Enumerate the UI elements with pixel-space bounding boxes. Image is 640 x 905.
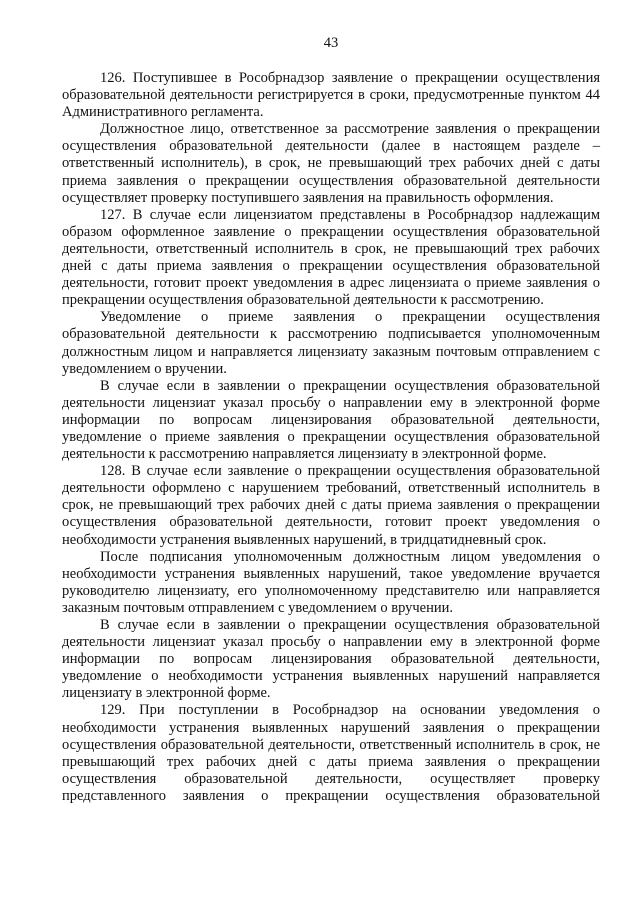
paragraph-violation-notice-delivery: После подписания уполномоченным должностным лицом уведомления о необходимости устранения выявленных нарушений, такое уведомление вручается руководителю лицензиату, его уполномоченному представителю или направляется заказным почтовым отправлением с уведомлением о вручении. <box>62 548 600 616</box>
paragraph-electronic-form-violations: В случае если в заявлении о прекращении осуществления образовательной деятельности лицензиат указал просьбу о направлении ему в электронной форме информации по вопросам лицензирования образовательной деятельности, уведомление о необходимости устранения выявленных нарушений направляется лицензиату в электронной форме. <box>62 617 600 702</box>
page-number: 43 <box>323 35 339 51</box>
paragraph-129: 129. При поступлении в Рособрнадзор на основании уведомления о необходимости устранения выявленных нарушений заявления о прекращении осуществления образовательной деятельности, ответственный исполнитель в срок, не превышающий трех рабочих дней с даты приема заявления о прекращении осуществления образовательной деятельности, осуществляет проверку представленного заявления о прекращении осуществления образовательной <box>62 702 600 804</box>
paragraph-126: 126. Поступившее в Рособрнадзор заявление о прекращении осуществления образовательной деятельности регистрируется в сроки, предусмотренные пунктом 44 Административного регламента. <box>62 70 600 121</box>
paragraph-128: 128. В случае если заявление о прекращении осуществления образовательной деятельности оформлено с нарушением требований, ответственный исполнитель в срок, не превышающий трех рабочих дней с даты приема заявления о прекращении осуществления образовательной деятельности, готовит проект уведомления о необходимости устранения выявленных нарушений, в тридцатидневный срок. <box>62 463 600 548</box>
paragraph-electronic-form-acceptance: В случае если в заявлении о прекращении осуществления образовательной деятельности лицензиат указал просьбу о направлении ему в электронной форме информации по вопросам лицензирования образовательной деятельности, уведомление о приеме заявления о прекращении осуществления образовательной деятельности к рассмотрению направляется лицензиату в электронной форме. <box>62 377 600 463</box>
paragraph-responsible-official: Должностное лицо, ответственное за рассмотрение заявления о прекращении осуществления образовательной деятельности (далее в настоящем разделе – ответственный исполнитель), в срок, не превышающий трех рабочих дней с даты приема заявления о прекращении осуществления образовательной деятельности осуществляет проверку поступившего заявления на правильность оформления. <box>62 121 600 206</box>
paragraph-acceptance-notice: Уведомление о приеме заявления о прекращении осуществления образовательной деятельности к рассмотрению подписывается уполномоченным должностным лицом и направляется лицензиату заказным почтовым отправлением с уведомлением о вручении. <box>62 309 600 377</box>
paragraph-127: 127. В случае если лицензиатом представлены в Рособрнадзор надлежащим образом оформленное заявление о прекращении осуществления образовательной деятельности, ответственный исполнитель в срок, не превышающий трех рабочих дней с даты приема заявления о прекращении осуществления образовательной деятельности, готовит проект уведомления в адрес лицензиата о приеме заявления о прекращении осуществления образовательной деятельности к рассмотрению. <box>62 206 600 309</box>
